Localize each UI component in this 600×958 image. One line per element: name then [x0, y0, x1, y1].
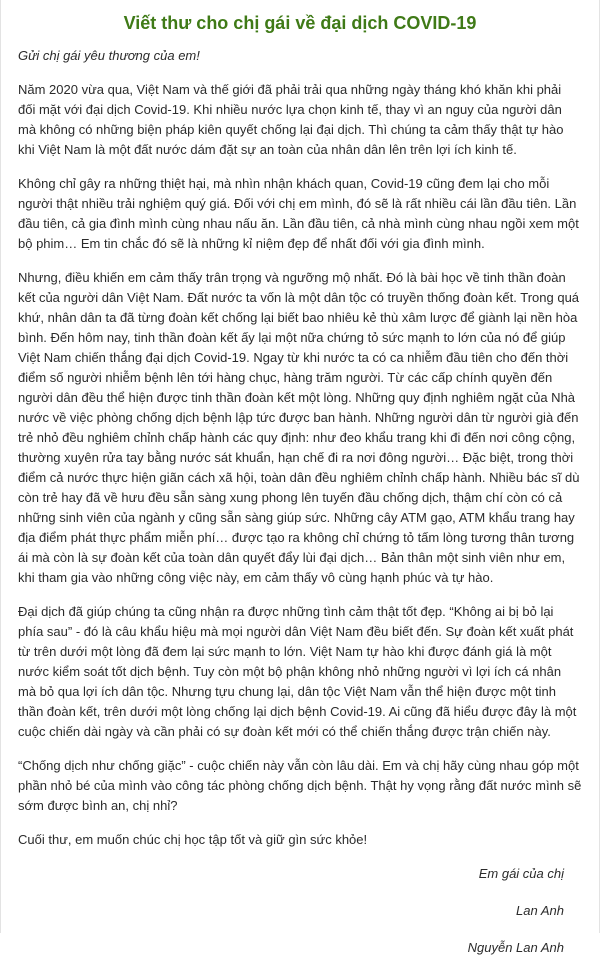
- signature-full-name: Nguyễn Lan Anh: [467, 940, 564, 955]
- letter-page: [1, 0, 599, 958]
- signature-closing: Em gái của chị: [478, 866, 564, 881]
- letter-greeting: Gửi chị gái yêu thương của em!: [18, 48, 200, 63]
- letter-paragraph-4: Đại dịch đã giúp chúng ta cũng nhận ra được những tình cảm thật tốt đẹp. “Không ai bị bỏ lại phía sau” - đó là câu khẩu hiệu mà mọi người dân Việt Nam đều biết đến. Sự đoàn kết xuất phát từ trên dưới một lòng đã đem lại sức mạnh to lớn. Việt Nam tự hào khi được đánh giá là một nước kiểm soát tốt dịch bệnh. Tuy còn một bộ phận không nhỏ những người vì lợi ích cá nhân mà bỏ qua lợi ích dân tộc. Nhưng tựu chung lại, dân tộc Việt Nam vẫn thể hiện được một tinh thần đoàn kết, trên dưới một lòng chống lại dịch bệnh Covid-19. Ai cũng đã hiểu được đây là một cuộc chiến dài ngày và cần phải có sự đoàn kết mới có thể chiến thắng được trận chiến này.: [18, 604, 577, 739]
- letter-paragraph-2: Không chỉ gây ra những thiệt hại, mà nhìn nhận khách quan, Covid-19 cũng đem lại cho mỗi người thật nhiều trải nghiệm quý giá. Đối với chị em mình, đó sẽ là rất nhiều cái lần đầu tiên. Lần đầu tiên, cả gia đình mình cùng nhau nấu ăn. Lần đầu tiên, cả nhà mình cùng nhau ngồi xem một bộ phim… Em tin chắc đó sẽ là những kỉ niệm đẹp để nhất đối với gia đình mình.: [18, 176, 579, 251]
- letter-paragraph-3: Nhưng, điều khiến em cảm thấy trân trọng và ngưỡng mộ nhất. Đó là bài học về tinh thần đoàn kết của người dân Việt Nam. Đất nước ta vốn là một dân tộc có truyền thống đoàn kết. Trong quá khứ, nhân dân ta đã từng đoàn kết chống lại biết bao nhiêu kẻ thù xâm lược để giành lại nền hòa bình. Đến hôm nay, tinh thần đoàn kết ấy lại một nữa chứng tỏ sức mạnh to lớn của nó để giúp Việt Nam chiến thắng đại dịch Covid-19. Ngay từ khi nước ta có ca nhiễm đầu tiên cho đến thời điểm số người nhiễm bệnh lên tới hàng chục, hàng trăm người. Từ các cấp chính quyền đến người dân đều thể hiện được tinh thần đoàn kết một lòng. Những quy định nghiêm ngặt của Nhà nước về việc phòng chống dịch bệnh lập tức được ban hành. Những người dân từ người già đến trẻ nhỏ đều nghiêm chỉnh chấp hành các quy định: như đeo khẩu trang khi đi đến nơi công cộng, thường xuyên rửa tay bằng nước sát khuẩn, hạn chế đi ra nơi đông người… Đặc biệt, trong thời điểm cả nước thực hiện giãn cách xã hội, toàn dân đều nghiêm chỉnh chấp hành. Nhiều bác sĩ dù còn trẻ hay đã về hưu đều sẵn sàng xung phong lên tuyến đầu chống dịch, thậm chí còn có cả những sinh viên của ngành y cũng sẵn sàng giúp sức. Những cây ATM gạo, ATM khẩu trang hay địa điểm phát thực phẩm miễn phí… được tạo ra không chỉ chứng tỏ tấm lòng tương thân tương ái mà còn là sự đoàn kết của toàn dân quyết đẩy lùi đại dịch… Bản thân một sinh viên như em, khi tham gia vào những công việc này, em cảm thấy vô cùng hạnh phúc và tự hào.: [18, 270, 580, 585]
- letter-paragraph-6: Cuối thư, em muốn chúc chị học tập tốt và giữ gìn sức khỏe!: [18, 832, 368, 847]
- page-title: Viết thư cho chị gái về đại dịch COVID-19: [123, 13, 477, 33]
- letter-paragraph-1: Năm 2020 vừa qua, Việt Nam và thế giới đã phải trải qua những ngày tháng khó khăn khi phải đối mặt với đại dịch Covid-19. Khi nhiều nước lựa chọn kinh tế, thay vì an nguy của người dân mà không có những biện pháp kiên quyết chống lại đại dịch. Thì chúng ta cảm thấy thật tự hào khi Việt Nam là một đất nước dám đặt sự an toàn của nhân dân lên trên lợi ích kinh tế.: [18, 82, 564, 157]
- signature-name: Lan Anh: [516, 903, 564, 918]
- letter-paragraph-5: “Chống dịch như chống giặc” - cuộc chiến này vẫn còn lâu dài. Em và chị hãy cùng nhau góp một phần nhỏ bé của mình vào công tác phòng chống dịch bệnh. Thật hy vọng rằng đất nước mình sẽ sớm được bình an, chị nhỉ?: [18, 758, 582, 813]
